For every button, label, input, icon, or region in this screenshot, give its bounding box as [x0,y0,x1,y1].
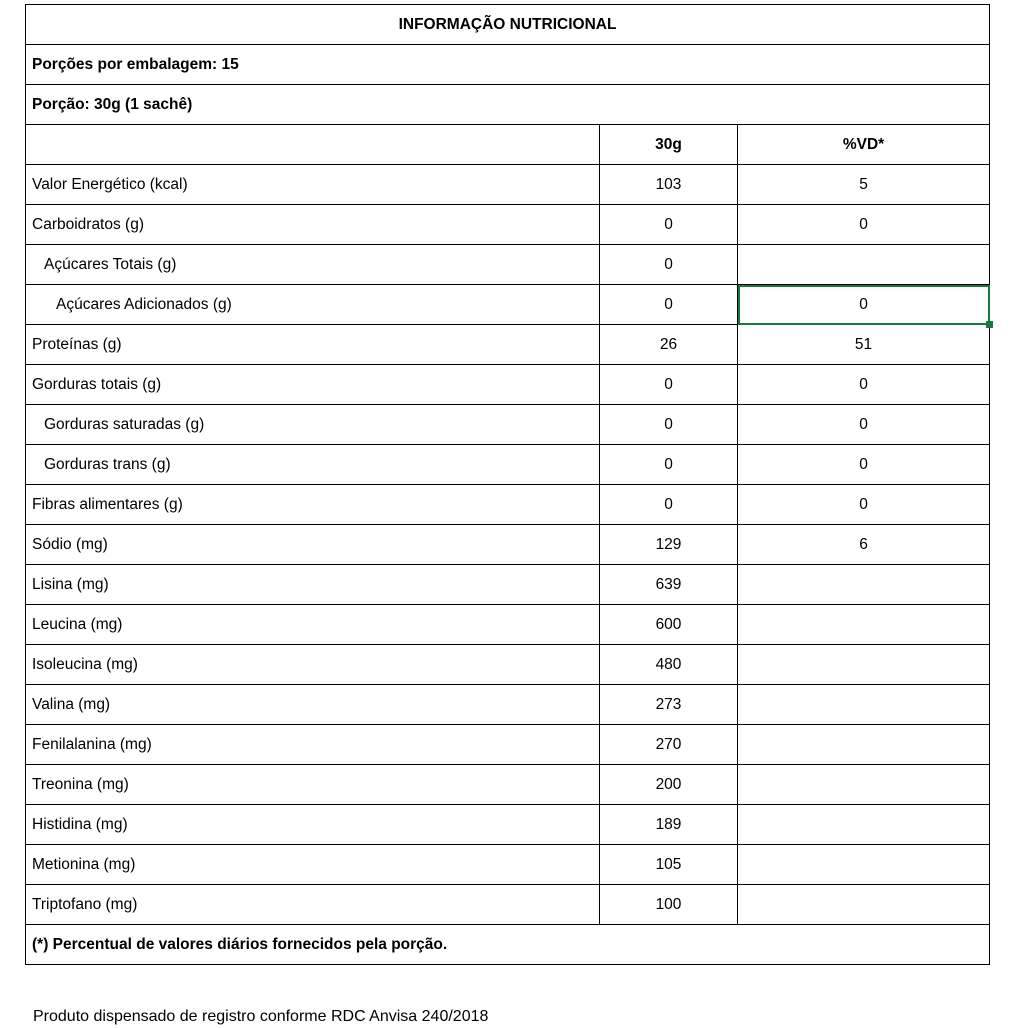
table-body [26,5,990,965]
daily-value-footnote: (*) Percentual de valores diários fornecidos pela porção. [26,925,990,965]
nutrient-amount: 189 [600,805,738,845]
table-row [26,725,990,765]
nutrient-amount: 639 [600,565,738,605]
portion-row [26,85,990,125]
table-row [26,405,990,445]
nutrient-name: Isoleucina (mg) [26,645,600,685]
table-row [26,365,990,405]
table-title: INFORMAÇÃO NUTRICIONAL [26,5,990,45]
nutrient-daily-value: 0 [738,485,990,525]
column-header-row [26,125,990,165]
nutrient-amount: 273 [600,685,738,725]
nutrient-daily-value [738,725,990,765]
nutrient-name: Sódio (mg) [26,525,600,565]
nutrient-name: Triptofano (mg) [26,885,600,925]
table-row [26,765,990,805]
nutrient-daily-value: 6 [738,525,990,565]
nutrient-daily-value [738,765,990,805]
table-row [26,645,990,685]
table-row [26,245,990,285]
nutrient-amount: 129 [600,525,738,565]
nutrient-daily-value [738,565,990,605]
header-amount: 30g [600,125,738,165]
table-row [26,445,990,485]
registration-note: Produto dispensado de registro conforme RDC Anvisa 240/2018 [33,1008,489,1025]
table-row [26,205,990,245]
nutrient-name: Proteínas (g) [26,325,600,365]
nutrient-daily-value: 51 [738,325,990,365]
title-row [26,5,990,45]
portion-size: Porção: 30g (1 sachê) [26,85,990,125]
nutrient-amount: 0 [600,485,738,525]
nutrient-amount: 0 [600,205,738,245]
nutrient-amount: 0 [600,445,738,485]
nutrient-daily-value: 0 [738,445,990,485]
nutrient-name: Açúcares Totais (g) [26,245,600,285]
table-row [26,525,990,565]
nutrient-daily-value [738,685,990,725]
nutrient-daily-value [738,845,990,885]
nutrient-amount: 480 [600,645,738,685]
nutrient-name: Gorduras totais (g) [26,365,600,405]
nutrition-facts-sheet [0,4,1024,1028]
nutrient-name: Gorduras saturadas (g) [26,405,600,445]
nutrition-facts-table [25,4,990,965]
nutrient-name: Carboidratos (g) [26,205,600,245]
nutrient-daily-value [738,605,990,645]
nutrient-name: Lisina (mg) [26,565,600,605]
table-row [26,845,990,885]
nutrient-amount: 105 [600,845,738,885]
nutrient-amount: 600 [600,605,738,645]
nutrient-amount: 0 [600,365,738,405]
nutrient-amount: 0 [600,405,738,445]
table-row [26,325,990,365]
nutrient-daily-value [738,245,990,285]
nutrient-name: Valina (mg) [26,685,600,725]
nutrient-amount: 26 [600,325,738,365]
table-row [26,805,990,845]
table-row [26,285,990,325]
nutrient-amount: 0 [600,285,738,325]
header-daily-value: %VD* [738,125,990,165]
nutrient-name: Metionina (mg) [26,845,600,885]
table-row [26,565,990,605]
nutrient-amount: 0 [600,245,738,285]
nutrient-daily-value [738,805,990,845]
nutrient-daily-value: 0 [738,365,990,405]
footnote-row [26,925,990,965]
nutrient-amount: 100 [600,885,738,925]
nutrient-daily-value [738,885,990,925]
nutrient-name: Leucina (mg) [26,605,600,645]
nutrient-name: Açúcares Adicionados (g) [26,285,600,325]
table-row [26,685,990,725]
nutrient-name: Histidina (mg) [26,805,600,845]
nutrient-daily-value: 0 [738,205,990,245]
servings-per-package: Porções por embalagem: 15 [26,45,990,85]
header-nutrient-blank [26,125,600,165]
selection-handle[interactable] [986,321,993,328]
table-row [26,885,990,925]
nutrient-name: Treonina (mg) [26,765,600,805]
nutrient-name: Fibras alimentares (g) [26,485,600,525]
nutrient-daily-value: 5 [738,165,990,205]
nutrient-amount: 103 [600,165,738,205]
nutrient-amount: 270 [600,725,738,765]
nutrient-name: Valor Energético (kcal) [26,165,600,205]
table-row [26,165,990,205]
nutrient-daily-value: 0 [738,405,990,445]
table-row [26,485,990,525]
nutrient-name: Gorduras trans (g) [26,445,600,485]
nutrient-daily-value [738,645,990,685]
table-row [26,605,990,645]
nutrient-amount: 200 [600,765,738,805]
servings-row [26,45,990,85]
selected-cell[interactable]: 0 [738,285,990,325]
nutrient-name: Fenilalanina (mg) [26,725,600,765]
